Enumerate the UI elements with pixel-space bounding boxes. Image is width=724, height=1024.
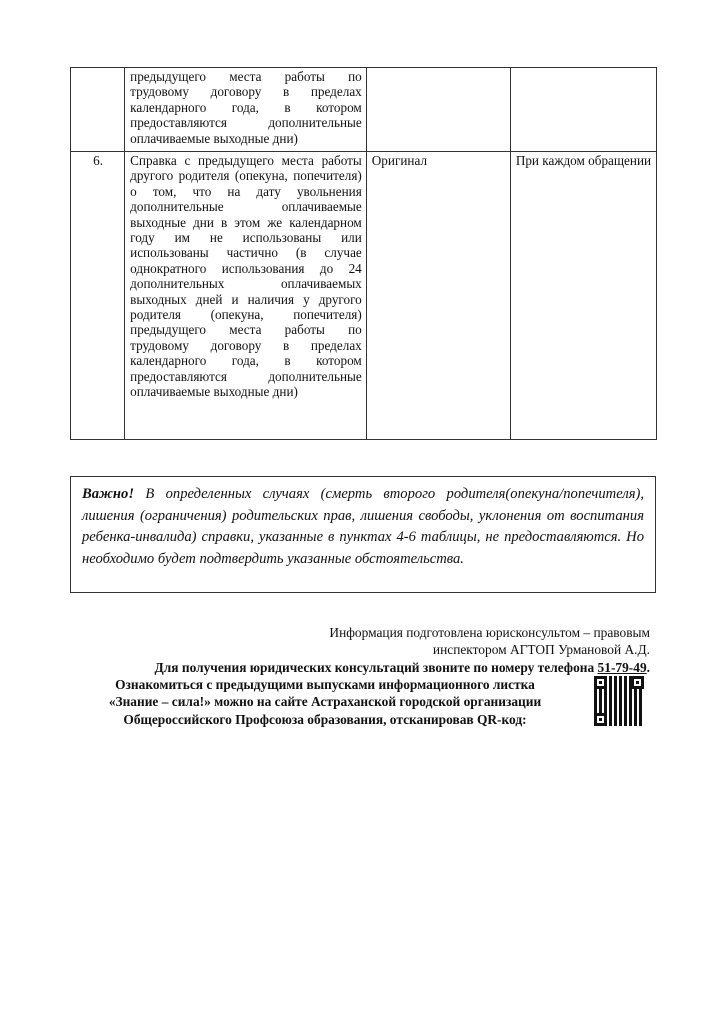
- important-note: [70, 476, 656, 593]
- qr-finder: [631, 676, 644, 689]
- row-number: 6.: [71, 152, 125, 440]
- phone-number[interactable]: 51-79-49: [597, 659, 647, 675]
- previous-issues-line-2: «Знание – сила!» можно на сайте Астраханской городской организации: [108, 694, 542, 710]
- qr-code-icon[interactable]: [594, 676, 644, 726]
- qr-finder: [594, 676, 607, 689]
- prepared-by-line-1: Информация подготовлена юрисконсультом – правовым: [329, 625, 650, 640]
- table-row: [71, 68, 657, 152]
- consultation-text: Для получения юридических консультаций звоните по номеру телефона: [154, 659, 595, 675]
- consultation-line: [70, 659, 650, 676]
- document-form: Оригинал: [366, 152, 510, 440]
- previous-issues-line-1: Ознакомиться с предыдущими выпусками информационного листка: [115, 677, 535, 692]
- important-label: Важно!: [82, 486, 135, 502]
- previous-issues-line-3: Общероссийского Профсоюза образования, отсканировав QR-код:: [123, 711, 527, 727]
- qr-finder: [594, 713, 607, 726]
- submission-time: [510, 68, 656, 152]
- phone-suffix: .: [646, 659, 650, 675]
- footer-info: [70, 624, 650, 676]
- table-row: [71, 152, 657, 440]
- previous-issues-note: [70, 676, 580, 728]
- documents-table: [70, 67, 657, 440]
- important-text: В определенных случаях (смерть второго родителя(опекуна/попечителя), лишения (ограничения) родительских прав, лишения свободы, уклонения от воспитания ребенка-инвалида) справки, указанные в пунктах 4-6 таблицы, не предоставляются. Но необходимо будет подтвердить указанные обстоятельства.: [82, 486, 644, 567]
- document-name: предыдущего места работы по трудовому договору в пределах календарного года, в котором предоставляются дополнительные оплачиваемые выходные дни): [125, 68, 367, 152]
- prepared-by-line-2: инспектором АГТОП Урмановой А.Д.: [432, 642, 650, 658]
- document-form: [366, 68, 510, 152]
- row-number: [71, 68, 125, 152]
- submission-time: При каждом обращении: [510, 152, 656, 440]
- document-name: Справка с предыдущего места работы другого родителя (опекуна, попечителя) о том, что на дату увольнения дополнительные оплачиваемые выходные дни в этом же календарном году им не использованы или использованы частично (в случае однократного использования до 24 дополнительных оплачиваемых выходных дней и наличия у другого родителя (опекуна, попечителя) предыдущего места работы по трудовому договору в пределах календарного года, в котором предоставляются дополнительные оплачиваемые выходные дни): [125, 152, 367, 440]
